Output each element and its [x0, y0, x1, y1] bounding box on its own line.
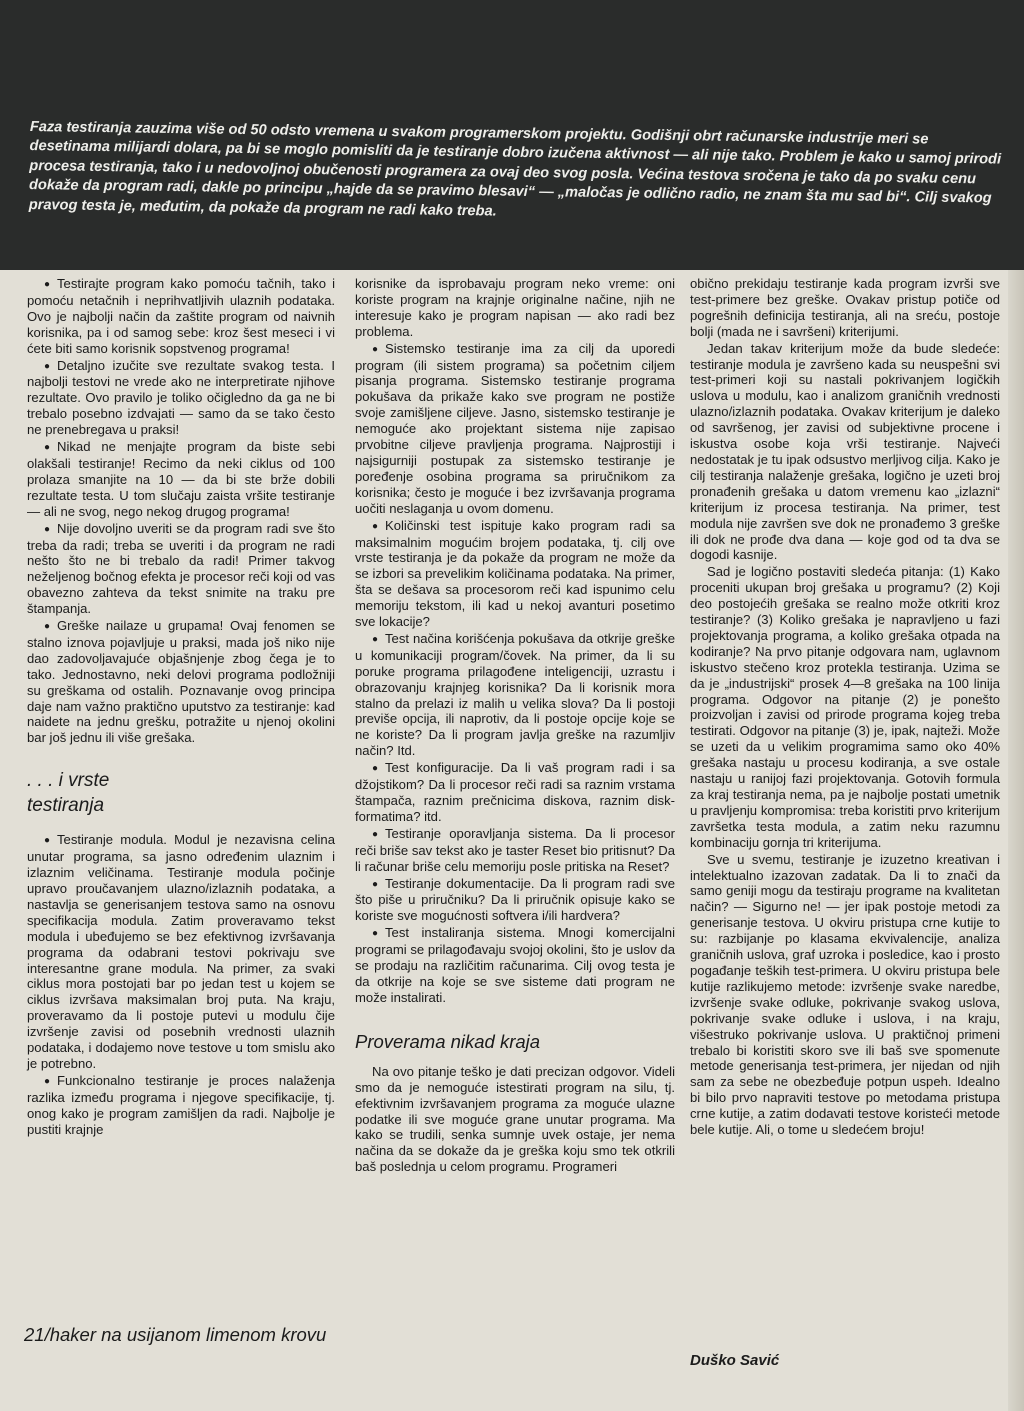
paragraph: korisnike da isprobavaju program neko vreme: oni koriste program na krajnje originalne načine, njih ne interesuje kako je program napisan — ako radi bez problema. [355, 276, 675, 339]
section-heading: . . . i vrste testiranja [27, 770, 110, 817]
author-signature: Duško Savić [690, 1352, 780, 1369]
paragraph: ● Detaljno izučite sve rezultate svakog testa. I najbolji testovi ne vrede ako ne interpretirate njihove rezultate. Ovo pravilo je toliko očigledno da ga ne bi trebalo posebno izdvajati — samo da se tako često ne prenebregava u praksi! [27, 357, 335, 438]
bullet-icon: ● [44, 523, 51, 535]
article-column-2 [355, 276, 675, 1176]
paragraph: ● Test konfiguracije. Da li vaš program radi i sa džojstikom? Da li procesor reči radi sa raznim vrstama štampača, raznim prečnicima diskova, raznim disk-formatima? itd. [355, 760, 675, 824]
bullet-icon: ● [44, 835, 51, 847]
paragraph: ● Testiranje oporavljanja sistema. Da li procesor reči briše sav tekst ako je taster Reset bio pritisnut? Da li računar briše celu memoriju posle pritiska na Reset? [355, 825, 675, 874]
bullet-icon: ● [44, 360, 51, 372]
bullet-icon: ● [372, 828, 379, 840]
paragraph: Na ovo pitanje teško je dati precizan odgovor. Videli smo da je nemoguće istestirati program na silu, tj. efektivnim izvršavanjem programa za moguće ulazne podatke ili sve moguće grane unutar programa. Ma kako se trudili, senka sumnje uvek ostaje, jer nema načina da se dokaže da je greška koju smo tek otkrili baš poslednja u celom programu. Programeri [355, 1063, 675, 1175]
bullet-icon: ● [44, 442, 51, 454]
header-band [0, 0, 1024, 270]
paragraph: ● Nije dovoljno uveriti se da program radi sve što treba da radi; treba se uveriti i da program ne radi nešto što ne bi trebalo da radi! Primer takvog neželjenog bočnog efekta je procesor reči koji od vas obavezno zahteva da tekst snimite na traku pre štampanja. [27, 520, 335, 617]
page-footer: 21/haker na usijanom limenom krovu [24, 1324, 327, 1345]
paragraph: ● Greške nailaze u grupama! Ovaj fenomen se stalno iznova pojavljuje u praksi, mada još niko nije dao zadovoljavajuće objašnjenje zbog čega je to tako. Jednostavno, neki delovi programa podložniji su greškama od ostalih. Poznavanje ovog principa daje nam važno praktično uputstvo za testiranje: kad naidete na jednu grešku, potražite u njenoj okolini bar još jednu ili više grešaka. [27, 618, 335, 746]
paragraph: Sad je logično postaviti sledeća pitanja: (1) Kako proceniti ukupan broj grešaka u programu? (2) Koji deo postojećih grešaka se realno može otkriti kroz testiranje? (3) Koliko grešaka je napravljeno u fazi projektovanja programa, a koliko grešaka otpada na kodiranje? Na prvo pitanje odgovara nam, uglavnom iskustvo stečeno kroz protekla testiranja. Uzima se da je „industrijski“ prosek 4—8 grešaka na 100 linija programa. Odgovor na pitanje (2) je ponešto proizvoljan i zavisi od prirode programa kojeg treba testirati. Odgovor na pitanje (3) je, ipak, najteži. Može se uzeti da u velikim programima samo oko 40% grešaka nastaju u procesu kodiranja, a sve ostale nastaju u ranijoj fazi projektovanja. Gotovih formula za kraj testiranja nema, pa je najbolje postati umetnik u pravljenju kompromisa: treba koristiti prvo kriterijum završetka testa modula, a zatim neku razumnu kombinaciju gornja tri kriterijuma. [690, 564, 1000, 850]
lead-paragraph: Faza testiranja zauzima više od 50 odsto vremena u svakom programerskom projektu. Godišnji obrt računarske industrije meri se desetinama milijardi dolara, pa bi se moglo pomisliti da je testiranje dobro izučena aktivnost — ali nije tako. Problem je kako u samoj prirodi procesa testiranja, tako i u nedovoljnoj obučenosti programera za ovaj deo svog posla. Većina testova sročena je tako da po svaku cenu dokaže da program radi, dakle po principu „hajde da se pravimo blesavi“ — „maločas je odlično radio, ne znam šta mu sad bi“. Cilj svakog pravog testa je, međutim, da pokaže da program ne radi kako treba. [28, 118, 1002, 220]
paragraph: ● Sistemsko testiranje ima za cilj da uporedi program (ili sistem programa) sa početnim ciljem pisanja programa. Sistemsko testiranje programa pokušava da prikaže kako sve program ne postiže svoje zamišljene ciljeve. Jasno, sistemsko testiranje je nemoguće ako projektant sistema nije zapisao prvobitne ciljeve pravljenja programa. Najprostiji i najsigurniji postupak za sistemsko testiranje je poređenje osobina programa sa priručnikom za korisnika; često je moguće i bez izvršavanja programa uočiti neslaganja u ovom domenu. [355, 340, 675, 516]
paragraph: ● Funkcionalno testiranje je proces nalaženja razlika između programa i njegove specifikacije, tj. onog kako je program zamišljen da radi. Najbolje je pustiti krajnje [27, 1072, 335, 1137]
section-heading: Proverama nikad kraja [355, 1030, 541, 1052]
paragraph: ● Testirajte program kako pomoću tačnih, tako i pomoću netačnih i neprihvatljivih ulaznih podataka. Ovo je najbolji način da zaštite program od naivnih korisnika, pa i od samog sebe: kroz šest meseci i vi ćete biti samo korisnik sopstvenog programa! [27, 276, 335, 356]
bullet-icon: ● [372, 343, 379, 355]
paragraph: ● Test instaliranja sistema. Mnogi komercijalni programi se prilagođavaju svojoj okolini, što je uslov da se prodaju na različitim računarima. Cilj ovog testa je da otkrije na koje se sve sisteme dati program ne može instalirati. [355, 925, 675, 1005]
bullet-icon: ● [44, 621, 51, 633]
paragraph: ● Testiranje modula. Modul je nezavisna celina unutar programa, sa jasno određenim ulaznim i izlaznim veličinama. Testiranje modula počinje upravo proučavanjem ulazno/izlaznih podataka, a nastavlja se generisanjem testova samo na osnovu specifikacija modula. Zatim proveravamo tekst modula i ubeđujemo se bez efektivnog izvršavanja programa da odabrani testovi pokrivaju sve interesantne grane modula. Na primer, za svaki ciklus mora postojati bar po jedan test u kojem se ciklus izvršava maksimalan broj puta. Na kraju, proveravamo da li postoje putevi u modulu čije izvršenje zavisi od posebnih vrednosti ulaznih podataka, i dodajemo nove testove u tom smislu ako je potrebno. [27, 832, 335, 1071]
paragraph: ● Test načina korišćenja pokušava da otkrije greške u komunikaciji program/čovek. Na primer, da li su poruke programa prilagođene inteligenciji, uzrastu i obrazovanju krajnjeg korisnika? Da li korisnik mora stalno da prelazi iz malih u velika slova? Da li postoji previše opcija, ili naprotiv, da li postoje opcije koje se ne koriste? Da li program javlja greške na razumljiv način? Itd. [355, 630, 675, 759]
article-column-1 [27, 276, 335, 1139]
paragraph: ● Nikad ne menjajte program da biste sebi olakšali testiranje! Recimo da neki ciklus od 100 prolaza smanjite na 10 — da bi ste brže dobili rezultate testa. U tom slučaju zaista vršite testiranje — ali ne svog, nego nekog drugog programa! [27, 439, 335, 519]
bullet-icon: ● [372, 633, 379, 645]
bullet-icon: ● [44, 1075, 51, 1087]
bullet-icon: ● [372, 520, 379, 532]
bullet-icon: ● [372, 878, 379, 890]
bullet-icon: ● [44, 279, 51, 290]
paragraph: ● Količinski test ispituje kako program radi sa maksimalnim mogućim brojem podataka, tj. cilj ove vrste testiranja je da pokaže da program ne može da se izbori sa prevelikim količinama podataka. Na primer, šta se dešava sa procesorom reči kad ispunimo celu memoriju tekstom, ili kad u nekoj avanturi posetimo sve lokacije? [355, 517, 675, 630]
paragraph: Sve u svemu, testiranje je izuzetno kreativan i intelektualno izazovan zadatak. Da li to znači da samo geniji mogu da testiraju programe na kvalitetan način? — Sigurno ne! — jer ipak postoje metodi za generisanje testova. U okviru pristupa crne kutije to su: razbijanje po klasama ekvivalencije, analiza graničnih uslova, graf uzroka i posledice, kao i prosto pogađanje teških test-primera. U okviru pristupa bele kutije razlikujemo metode: izvršenje svake naredbe, izvršenje svake odluke, pokrivanje svakog uslova, pokrivanje svake odluke i uslova, i na kraju, višestruko pokrivanje uslova. U praktičnoj primeni trebalo bi koristiti skoro sve ili baš sve spomenute metode generisanja test-primera, jer nijedan od njih sam za sebe ne obezbeđuje potpun uspeh. Idealno bi bilo prvo napraviti testove po metodama pristupa crne kutije, a zatim dodavati testove koristeći metode bele kutije. Ali, o tome u sledećem broju! [690, 851, 1000, 1138]
bullet-icon: ● [372, 928, 379, 940]
paragraph: ● Testiranje dokumentacije. Da li program radi sve što piše u priručniku? Da li priručnik opisuje kako se koriste sve mogućnosti softvera i/ili hardvera? [355, 875, 675, 924]
page-edge-shadow [1008, 270, 1024, 1411]
article-column-3 [690, 276, 1000, 1139]
bullet-icon: ● [372, 763, 379, 775]
paragraph: obično prekidaju testiranje kada program izvrši sve test-primere bez greške. Ovakav pristup potiče od pogrešnih definicija testiranja, ali na sreću, postoje bolji (mada ne i savršeni) kriterijumi. [690, 276, 1000, 339]
paragraph: Jedan takav kriterijum može da bude sledeće: testiranje modula je završeno kada su neuspešni svi test-primeri koji su nastali pokrivanjem logičkih uslova u modulu, kao i analizom graničnih vrednosti ulazno/izlaznih podataka. Ovakav kriterijum je daleko od savršenog, jer zavisi od subjektivne procene i iskustva osobe koja vrši testiranje. Najveći nedostatak je tu ipak odsustvo merljivog cilja. Kako je cilj testiranja nalaženje grešaka, logično je uzeti broj pronađenih grešaka u datom vremenu kao „izlazni“ kriterijum iz procesa testiranja. Na primer, test modula nije završen sve dok ne pronađemo 3 greške ili dok ne prođe dva dana — koje god od ta dva se dogodi kasnije. [690, 340, 1000, 563]
